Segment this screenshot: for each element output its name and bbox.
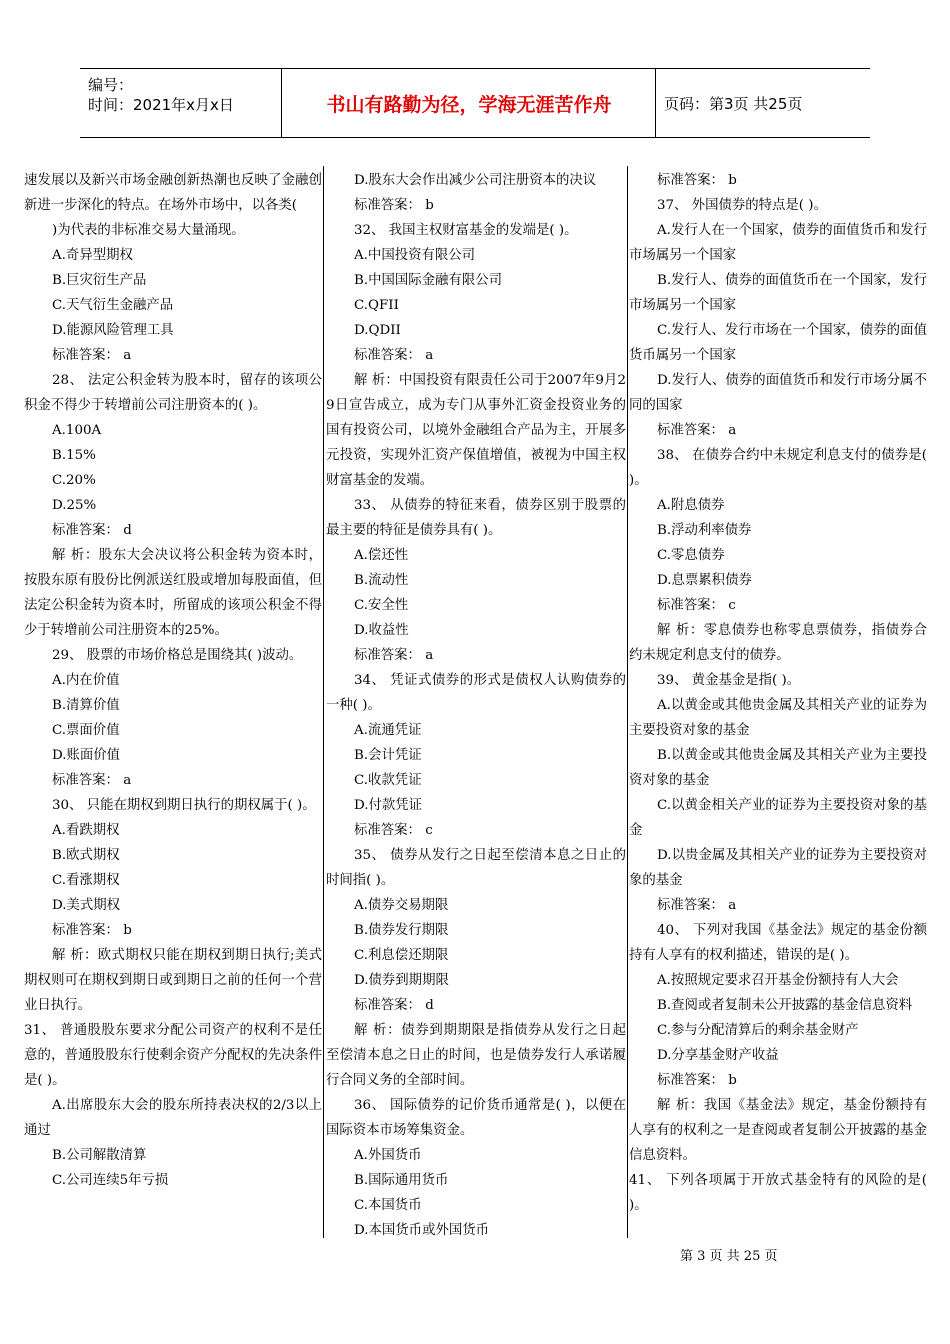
text-line: C.票面价值 xyxy=(52,723,120,738)
text-line: 解 析：股东大会决议将公积金转为资本时，按股东原有股份比例派送红股或增加每股面值，但法定公积金转为资本时，所留成的该项公积金不得少于转增前公司注册资本的25%。 xyxy=(24,548,322,638)
text-line: D.分享基金财产收益 xyxy=(657,1048,779,1063)
text-line: 标准答案： d xyxy=(354,998,434,1013)
text-line: B.国际通用货币 xyxy=(354,1173,449,1188)
text-line: 标准答案： b xyxy=(657,173,737,188)
column-2 xyxy=(326,168,626,1243)
text-line: B.浮动利率债券 xyxy=(657,523,752,538)
text-line: C.公司连续5年亏损 xyxy=(52,1173,169,1188)
text-line: C.本国货币 xyxy=(354,1198,422,1213)
text-line: 标准答案： a xyxy=(354,348,434,363)
text-line: A.按照规定要求召开基金份额持有人大会 xyxy=(657,973,899,988)
text-line: C.参与分配清算后的剩余基金财产 xyxy=(657,1023,859,1038)
header-meta xyxy=(80,69,282,137)
text-line: D.股东大会作出减少公司注册资本的决议 xyxy=(354,173,597,188)
text-line: A.奇异型期权 xyxy=(52,248,133,263)
text-line: 解 析：我国《基金法》规定，基金份额持有人享有的权利之一是查阅或者复制公开披露的基金信息资料。 xyxy=(629,1098,927,1163)
text-line: 标准答案： d xyxy=(52,523,132,538)
text-line: B.流动性 xyxy=(354,573,409,588)
time-label: 时间：2021年x月x日 xyxy=(88,96,234,114)
text-line: 标准答案： c xyxy=(657,598,736,613)
text-line: 解 析：债券到期期限是指债券从发行之日起至偿清本息之日止的时间，也是债券发行人承诺履行合同义务的全部时间。 xyxy=(326,1023,626,1088)
text-line: C.QFII xyxy=(354,298,399,313)
column-1 xyxy=(24,168,322,1193)
text-line: 标准答案： a xyxy=(657,423,737,438)
text-line: 28、 法定公积金转为股本时，留存的该项公积金不得少于转增前公司注册资本的( )。 xyxy=(24,373,322,413)
text-line: A.债券交易期限 xyxy=(354,898,449,913)
page-header xyxy=(80,68,870,138)
header-page-label: 页码：第3页 共25页 xyxy=(664,94,803,113)
text-line: C.看涨期权 xyxy=(52,873,120,888)
text-line: D.收益性 xyxy=(354,623,409,638)
text-line: A.内在价值 xyxy=(52,673,120,688)
text-line: C.收款凭证 xyxy=(354,773,422,788)
text-line: D.以贵金属及其相关产业的证券为主要投资对象的基金 xyxy=(629,848,927,888)
text-line: D.债券到期期限 xyxy=(354,973,449,988)
text-line: A.中国投资有限公司 xyxy=(354,248,476,263)
text-line: A.偿还性 xyxy=(354,548,409,563)
column-divider xyxy=(627,166,628,1238)
text-line: 30、 只能在期权到期日执行的期权属于( )。 xyxy=(52,798,316,813)
text-line: D.美式期权 xyxy=(52,898,121,913)
text-line: B.巨灾衍生产品 xyxy=(52,273,147,288)
text-line: 标准答案： b xyxy=(354,198,434,213)
column-3 xyxy=(629,168,927,1218)
page-footer: 第 3 页 共 25 页 xyxy=(680,1249,778,1264)
text-line: B.15% xyxy=(52,448,96,463)
text-line: 40、 下列对我国《基金法》规定的基金份额持有人享有的权利描述，错误的是( )。 xyxy=(629,923,927,963)
text-line: D.本国货币或外国货币 xyxy=(354,1223,490,1238)
text-line: A.出席股东大会的股东所持表决权的2/3以上通过 xyxy=(24,1098,322,1138)
text-line: C.零息债券 xyxy=(657,548,725,563)
text-line: 29、 股票的市场价格总是围绕其( )波动。 xyxy=(52,648,303,663)
text-line: 标准答案： a xyxy=(52,773,132,788)
text-line: 35、 债券从发行之日起至偿清本息之日止的时间指( )。 xyxy=(326,848,626,888)
text-line: A.流通凭证 xyxy=(354,723,422,738)
text-line: A.看跌期权 xyxy=(52,823,120,838)
text-line: 解 析：中国投资有限责任公司于2007年9月29日宣告成立，成为专门从事外汇资金投资业务的国有投资公司，以境外金融组合产品为主，开展多元投资，实现外汇资产保值增值，被视为中国主权财富基金的发端。 xyxy=(326,373,626,488)
text-line: 标准答案： a xyxy=(657,898,737,913)
text-line: B.清算价值 xyxy=(52,698,120,713)
text-line: 41、 下列各项属于开放式基金特有的风险的是( )。 xyxy=(629,1173,927,1213)
text-line: B.债券发行期限 xyxy=(354,923,449,938)
text-line: A.以黄金或其他贵金属及其相关产业的证券为主要投资对象的基金 xyxy=(629,698,927,738)
text-line: 标准答案： a xyxy=(354,648,434,663)
text-line: D.发行人、债券的面值货币和发行市场分属不同的国家 xyxy=(629,373,927,413)
text-line: )为代表的非标准交易大量涌现。 xyxy=(52,223,245,238)
text-line: B.发行人、债券的面值货币在一个国家，发行市场属另一个国家 xyxy=(629,273,927,313)
text-line: D.25% xyxy=(52,498,97,513)
text-line: 解 析：欧式期权只能在期权到期日执行;美式期权则可在期权到期日或到期日之前的任何一个营业日执行。 xyxy=(24,948,322,1013)
text-line: B.查阅或者复制未公开披露的基金信息资料 xyxy=(657,998,913,1013)
text-line: 31、 普通股股东要求分配公司资产的权利不是任意的，普通股股东行使剩余资产分配权的先决条件是( )。 xyxy=(24,1023,322,1088)
text-line: C.发行人、发行市场在一个国家，债券的面值货币属另一个国家 xyxy=(629,323,927,363)
text-line: A.发行人在一个国家，债券的面值货币和发行市场属另一个国家 xyxy=(629,223,927,263)
column-divider xyxy=(323,166,324,1238)
text-line: C.安全性 xyxy=(354,598,409,613)
text-line: D.账面价值 xyxy=(52,748,121,763)
text-line: C.20% xyxy=(52,473,96,488)
text-line: 36、 国际债券的记价货币通常是( )，以便在国际资本市场筹集资金。 xyxy=(326,1098,626,1138)
text-line: 38、 在债券合约中未规定利息支付的债券是( )。 xyxy=(629,448,927,488)
text-line: 标准答案： b xyxy=(657,1073,737,1088)
text-line: B.欧式期权 xyxy=(52,848,120,863)
text-line: C.天气衍生金融产品 xyxy=(52,298,174,313)
serial-label: 编号： xyxy=(88,76,134,94)
text-line: 解 析：零息债券也称零息票债券，指债券合约未规定利息支付的债券。 xyxy=(629,623,927,663)
text-line: C.以黄金相关产业的证券为主要投资对象的基金 xyxy=(629,798,927,838)
text-line: 标准答案： b xyxy=(52,923,132,938)
text-line: B.中国国际金融有限公司 xyxy=(354,273,503,288)
text-line: 速发展以及新兴市场金融创新热潮也反映了金融创新进一步深化的特点。在场外市场中，以各类( xyxy=(24,173,322,213)
header-motto: 书山有路勤为径，学海无涯苦作舟 xyxy=(283,69,656,137)
text-line: 39、 黄金基金是指( )。 xyxy=(657,673,801,688)
text-line: 标准答案： c xyxy=(354,823,433,838)
text-line: D.付款凭证 xyxy=(354,798,423,813)
text-line: B.会计凭证 xyxy=(354,748,422,763)
text-line: 32、 我国主权财富基金的发端是( )。 xyxy=(354,223,578,238)
text-line: D.能源风险管理工具 xyxy=(52,323,174,338)
text-line: 33、 从债券的特征来看，债券区别于股票的最主要的特征是债券具有( )。 xyxy=(326,498,626,538)
text-line: C.利息偿还期限 xyxy=(354,948,449,963)
text-line: B.以黄金或其他贵金属及其相关产业为主要投资对象的基金 xyxy=(629,748,927,788)
text-line: A.附息债券 xyxy=(657,498,725,513)
text-line: D.QDII xyxy=(354,323,401,338)
text-line: A.外国货币 xyxy=(354,1148,422,1163)
text-line: 34、 凭证式债券的形式是债权人认购债券的一种( )。 xyxy=(326,673,626,713)
text-line: B.公司解散清算 xyxy=(52,1148,147,1163)
text-line: A.100A xyxy=(52,423,102,438)
text-line: 37、 外国债券的特点是( )。 xyxy=(657,198,827,213)
text-line: D.息票累积债券 xyxy=(657,573,752,588)
text-line: 标准答案： a xyxy=(52,348,132,363)
